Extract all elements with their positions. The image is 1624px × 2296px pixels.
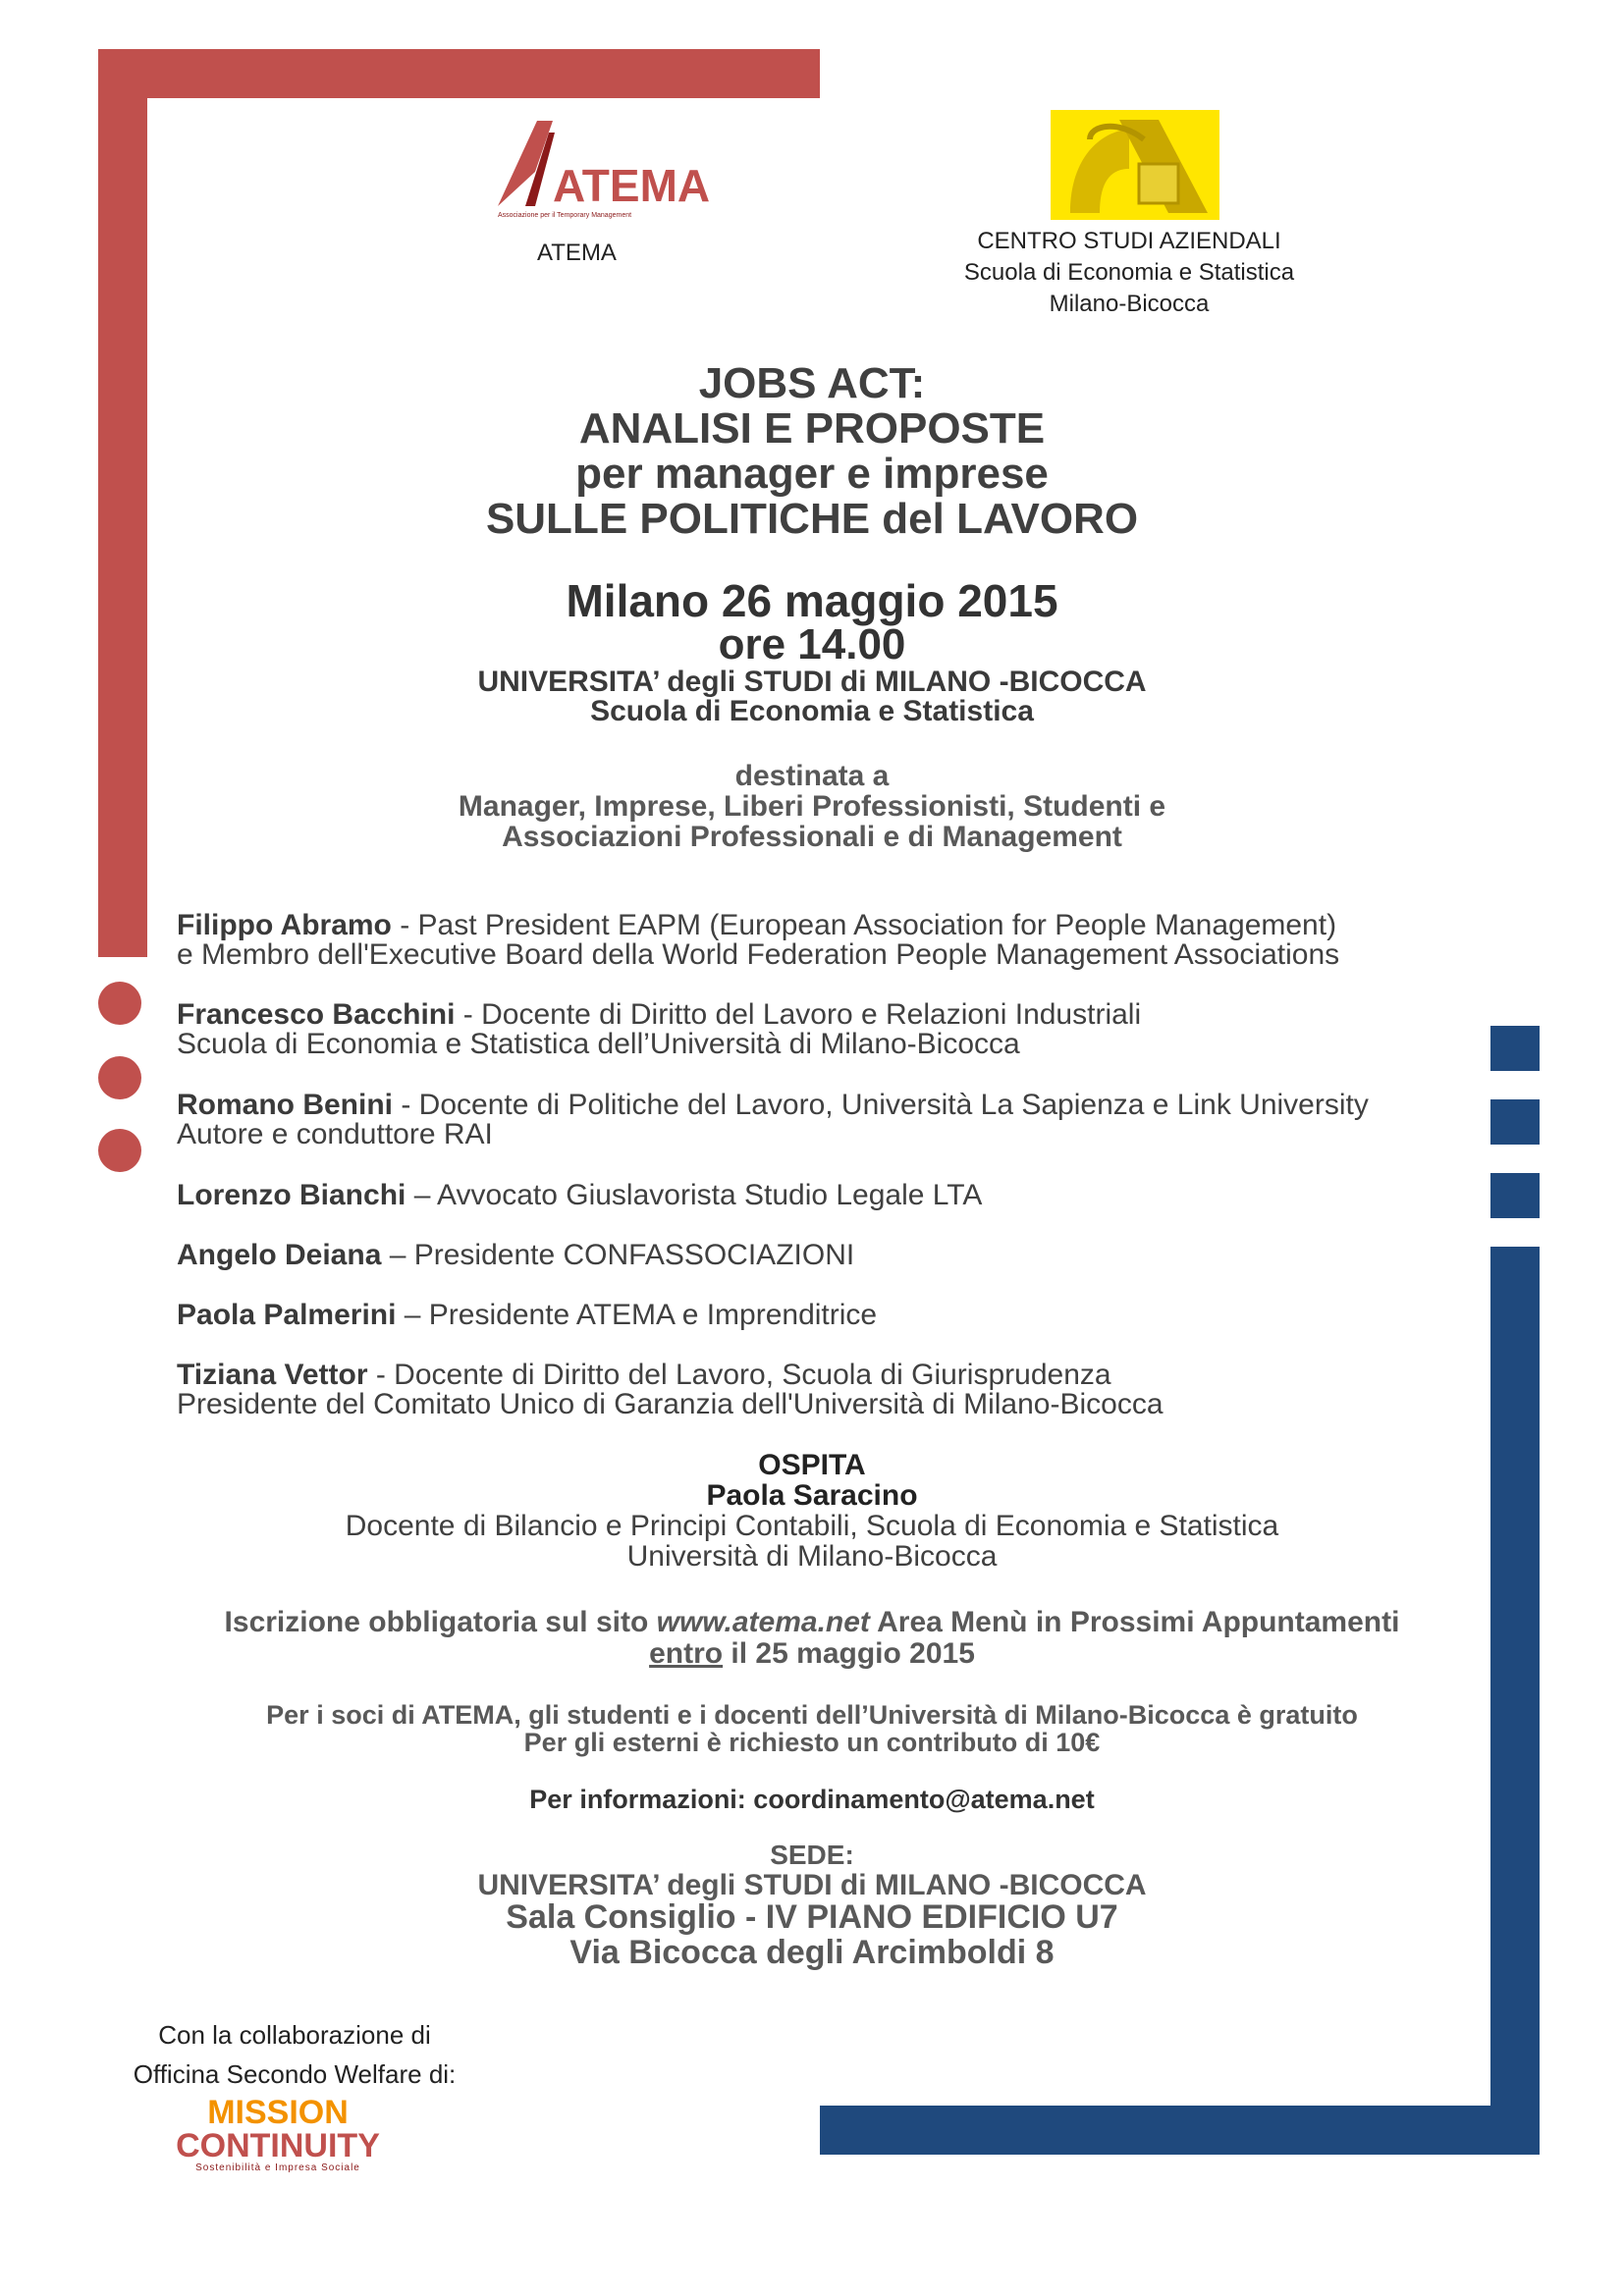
speaker-name: Francesco Bacchini [177,998,456,1031]
speaker-role: - Past President EAPM (European Association for People Management) [391,909,1337,941]
blue-frame-bottom [820,2106,1540,2155]
speaker-role: - Docente di Diritto del Lavoro, Scuola di Giurisprudenza [367,1359,1111,1391]
venue-university: UNIVERSITA’ degli STUDI di MILANO -BICOCCA [477,1869,1147,1901]
speaker-3 [177,1091,1369,1149]
red-dot-1 [98,982,141,1025]
speaker-role-2: e Membro dell'Executive Board della World Federation People Management Associations [177,938,1340,971]
atema-caption: ATEMA [537,240,617,266]
logo-mission: MISSION [207,2094,349,2131]
speaker-name: Filippo Abramo [177,909,392,941]
registration-line [0,1606,1624,1639]
red-frame-top [98,49,820,98]
speaker-2 [177,1000,1141,1059]
mission-continuity-logo [165,2096,391,2174]
venue-room: Sala Consiglio - IV PIANO EDIFICIO U7 [506,1898,1118,1936]
title-line-2: ANALISI E PROPOSTE [578,404,1046,453]
red-dot-3 [98,1129,141,1172]
speaker-name: Romano Benini [177,1089,394,1121]
title-line-1: JOBS ACT: [698,359,926,407]
deadline-word: entro [649,1637,724,1670]
speaker-name: Paola Palmerini [177,1299,397,1331]
venue-label: SEDE: [770,1840,854,1870]
speaker-7 [177,1361,1164,1419]
audience-line-2: Associazioni Professionali e di Management [502,821,1122,853]
event-title [0,361,1624,542]
venue-address: Via Bicocca degli Arcimboldi 8 [569,1934,1055,1971]
blue-square-2 [1490,1099,1540,1145]
deadline-date: il 25 maggio 2015 [723,1637,975,1670]
atema-logo-tagline: Associazione per il Temporary Management [498,212,632,219]
title-line-3: per manager e imprese [575,450,1049,498]
atema-logo-text: ATEMA [553,160,711,211]
speaker-1 [177,911,1339,970]
red-dot-2 [98,1056,141,1099]
collab-line-1: Con la collaborazione di [158,2020,431,2050]
speaker-name: Angelo Deiana [177,1239,382,1271]
registration-deadline [0,1637,1624,1671]
event-school: Scuola di Economia e Statistica [590,695,1034,727]
speaker-role-2: Scuola di Economia e Statistica dell’Università di Milano-Bicocca [177,1028,1020,1060]
audience-label: destinata a [734,760,890,792]
guest-name: Paola Saracino [706,1479,918,1512]
speaker-role-2: Presidente del Comitato Unico di Garanzia dell'Università di Milano-Bicocca [177,1388,1164,1420]
event-time: ore 14.00 [718,620,906,668]
guest-line-2: Università di Milano-Bicocca [626,1540,998,1573]
csa-caption [943,226,1316,320]
atema-logo [496,113,711,221]
guest-label: OSPITA [758,1449,866,1481]
csa-line-2: Scuola di Economia e Statistica [963,259,1295,286]
speaker-role: - Docente di Diritto del Lavoro e Relazioni Industriali [455,998,1142,1031]
collab-line-2: Officina Secondo Welfare di: [133,2059,457,2089]
csa-line-3: Milano-Bicocca [1049,291,1210,317]
fees-line-1: Per i soci di ATEMA, gli studenti e i docenti dell’Università di Milano-Bicocca è gratuito [266,1700,1358,1730]
speaker-6 [177,1301,877,1330]
blue-square-1 [1490,1026,1540,1071]
blue-square-3 [1490,1173,1540,1218]
logo-tagline: Sostenibilità e Impresa Sociale [195,2163,360,2173]
audience-line-1: Manager, Imprese, Liberi Professionisti, Studenti e [458,790,1166,823]
fees-line-2: Per gli esterni è richiesto un contributo di 10€ [523,1728,1101,1757]
guest-line-1: Docente di Bilancio e Principi Contabili, Scuola di Economia e Statistica [345,1510,1279,1542]
registration-prefix: Iscrizione obbligatoria sul sito [224,1606,657,1638]
speaker-5 [177,1241,854,1270]
speaker-role: - Docente di Politiche del Lavoro, Università La Sapienza e Link University [393,1089,1369,1121]
info-line: Per informazioni: coordinamento@atema.net [529,1785,1095,1814]
speaker-4 [177,1181,982,1210]
speaker-role-2: Autore e conduttore RAI [177,1118,493,1150]
event-date: Milano 26 maggio 2015 [566,575,1058,626]
speaker-role: – Presidente ATEMA e Imprenditrice [396,1299,878,1331]
registration-site-link[interactable]: www.atema.net [656,1606,870,1638]
logo-continuity: CONTINUITY [176,2127,380,2164]
speaker-name: Lorenzo Bianchi [177,1179,406,1211]
speaker-name: Tiziana Vettor [177,1359,368,1391]
speaker-role: – Presidente CONFASSOCIAZIONI [381,1239,855,1271]
speaker-role: – Avvocato Giuslavorista Studio Legale LTA [406,1179,983,1211]
csa-logo [1051,110,1219,220]
title-line-4: SULLE POLITICHE del LAVORO [485,495,1139,543]
event-university: UNIVERSITA’ degli STUDI di MILANO -BICOCCA [477,666,1147,698]
registration-suffix: Area Menù in Prossimi Appuntamenti [869,1606,1400,1638]
csa-line-1: CENTRO STUDI AZIENDALI [977,228,1281,254]
